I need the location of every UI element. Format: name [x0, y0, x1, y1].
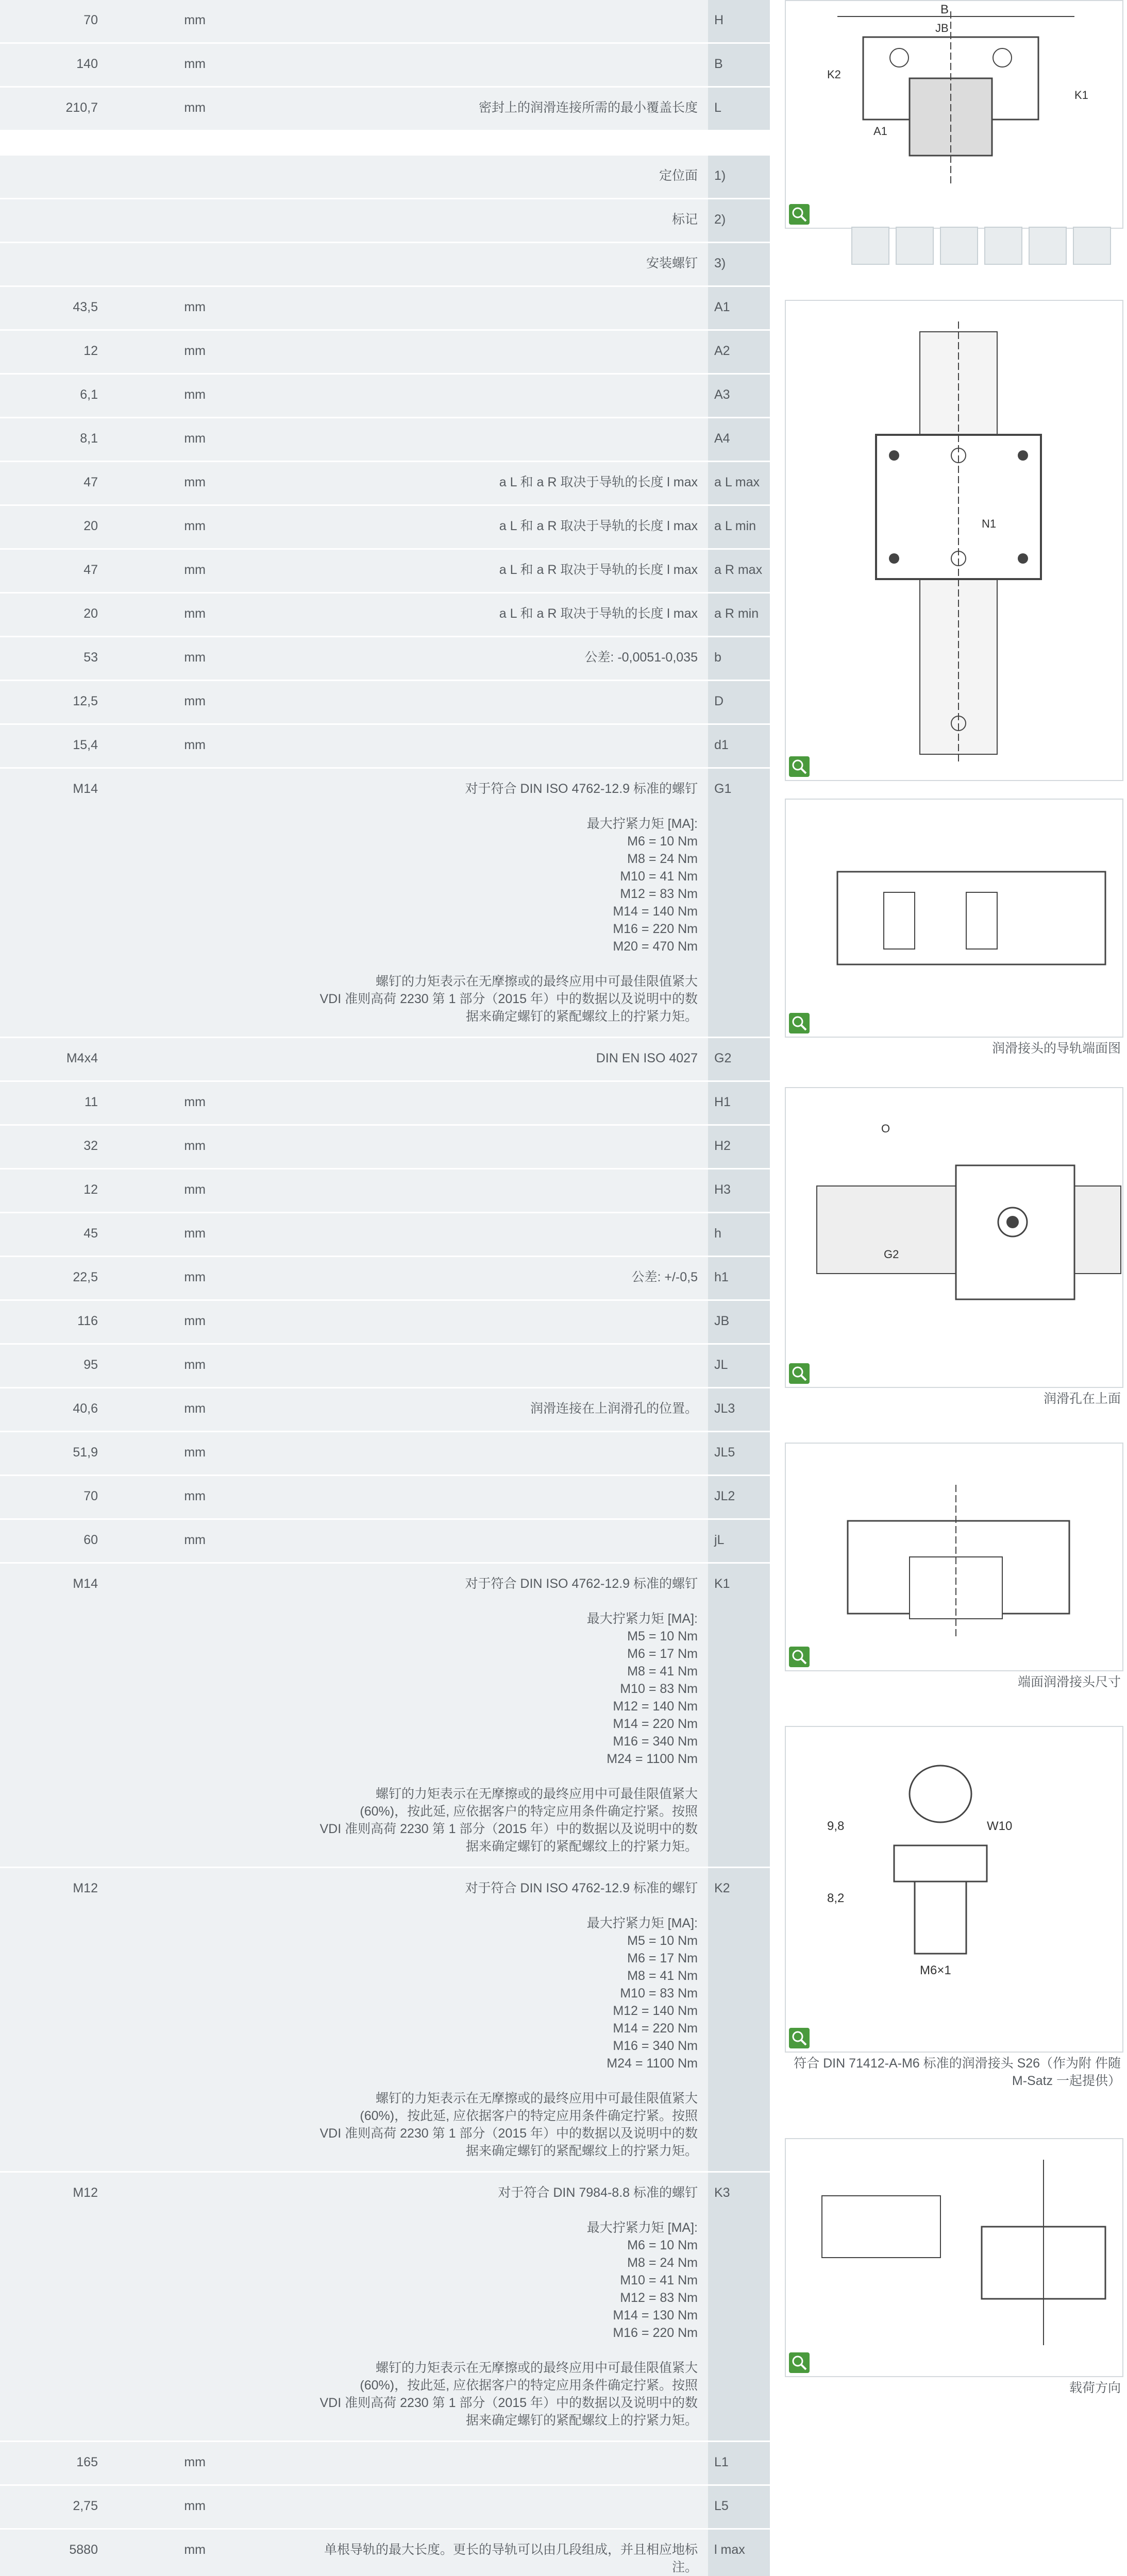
spec-row [0, 1345, 770, 1388]
spec-unit: mm [184, 475, 206, 489]
spec-unit: mm [184, 1489, 206, 1503]
spec-description: 对于符合 DIN ISO 4762-12.9 标准的螺钉 最大拧紧力矩 [MA]: M5 = 10 Nm M6 = 17 Nm M8 = 41 Nm M10 = 83 Nm M12 = 140 Nm M14 = 220 Nm M16 = 340 Nm M24 = 1100 Nm 螺钉的力矩表示在无摩擦或的最终应用中可最佳限值紧大 (60%)，按此延, 应依据客户的特定应用条件确定拧紧。按照 VDI 准则高荷 2230 第 1 部分（2015 年）中的数据以及说明中的数 据来确定螺钉的紧配螺纹上的拧紧力矩。 [319, 1881, 698, 2158]
row-label-band [708, 769, 770, 1037]
spec-row [0, 769, 770, 1038]
label-O: O [881, 1122, 890, 1135]
spec-value: 47 [83, 563, 98, 577]
spec-row [0, 1301, 770, 1345]
spec-description: 公差: +/-0,5 [631, 1270, 698, 1284]
spec-unit: mm [184, 1270, 206, 1284]
rail-end-drawing [786, 800, 1122, 1037]
spec-unit: mm [184, 2499, 206, 2513]
spec-row [0, 375, 770, 418]
spec-row [0, 418, 770, 462]
spec-symbol: H [714, 13, 724, 27]
spec-symbol: 2) [714, 212, 726, 227]
spec-value: M12 [73, 2185, 98, 2200]
spec-row [0, 2173, 770, 2442]
spec-symbol: JL2 [714, 1489, 735, 1503]
spec-symbol: B [714, 57, 723, 71]
spec-symbol: JL5 [714, 1445, 735, 1460]
spec-unit: mm [184, 2543, 206, 2557]
spec-row [0, 1170, 770, 1213]
spec-unit: mm [184, 1314, 206, 1328]
spec-symbol: JB [714, 1314, 730, 1328]
feature-icon [896, 227, 934, 265]
zoom-icon[interactable] [789, 756, 810, 777]
spec-symbol: a L min [714, 519, 756, 533]
spec-symbol: b [714, 650, 721, 665]
spec-unit: mm [184, 2455, 206, 2469]
end-lube-drawing [786, 1444, 1122, 1670]
spec-symbol: D [714, 694, 724, 708]
figure-end-lube-dims[interactable] [785, 1443, 1123, 1671]
lube-top-drawing [786, 1088, 1122, 1387]
spec-row [0, 243, 770, 287]
cross-section-drawing [786, 1, 1122, 228]
spec-value: 45 [83, 1226, 98, 1241]
figure-top-view[interactable] [785, 300, 1123, 781]
feature-icon [940, 227, 978, 265]
spec-row [0, 1564, 770, 1868]
spec-description: a L 和 a R 取决于导轨的长度 l max [499, 563, 698, 577]
spec-row [0, 637, 770, 681]
spec-value: 12,5 [73, 694, 98, 708]
spec-value: 20 [83, 606, 98, 621]
spec-value: 12 [83, 344, 98, 358]
spec-row [0, 2486, 770, 2530]
spec-symbol: L5 [714, 2499, 729, 2513]
spec-row [0, 594, 770, 637]
spec-unit: mm [184, 387, 206, 402]
spec-symbol: A2 [714, 344, 730, 358]
spec-symbol: H1 [714, 1095, 731, 1109]
zoom-icon[interactable] [789, 1013, 810, 1033]
spec-symbol: A4 [714, 431, 730, 446]
spec-row [0, 1868, 770, 2173]
spec-row [0, 88, 770, 131]
label-N1: N1 [982, 517, 997, 530]
spec-unit: mm [184, 694, 206, 708]
spec-symbol: a R max [714, 563, 763, 577]
row-label-band [708, 1868, 770, 2171]
spec-value: 22,5 [73, 1270, 98, 1284]
spec-description: 密封上的润滑连接所需的最小覆盖长度 [478, 100, 698, 115]
top-view-drawing [786, 301, 1122, 780]
spec-unit: mm [184, 1445, 206, 1460]
spec-value: 15,4 [73, 738, 98, 752]
figure-load-directions[interactable] [785, 2138, 1123, 2377]
spec-row [0, 2442, 770, 2486]
spec-symbol: h [714, 1226, 721, 1241]
spec-unit: mm [184, 100, 206, 115]
label-W10: W10 [987, 1819, 1013, 1833]
figure-lube-top[interactable] [785, 1087, 1123, 1388]
spec-symbol: a R min [714, 606, 759, 621]
spec-description: 公差: -0,0051-0,035 [584, 650, 698, 665]
spec-unit: mm [184, 57, 206, 71]
spec-row [0, 2530, 770, 2576]
spec-unit: mm [184, 650, 206, 665]
spec-symbol: 3) [714, 256, 726, 270]
feature-icon [851, 227, 889, 265]
spec-value: 95 [83, 1358, 98, 1372]
spec-value: 40,6 [73, 1401, 98, 1416]
zoom-icon[interactable] [789, 2028, 810, 2048]
spec-row [0, 1213, 770, 1257]
row-label-band [708, 1564, 770, 1867]
row-label-band [708, 2173, 770, 2441]
spec-symbol: K1 [714, 1577, 730, 1591]
spec-description: 对于符合 DIN ISO 4762-12.9 标准的螺钉 最大拧紧力矩 [MA]: M5 = 10 Nm M6 = 17 Nm M8 = 41 Nm M10 = 83 Nm M12 = 140 Nm M14 = 220 Nm M16 = 340 Nm M24 = 1100 Nm 螺钉的力矩表示在无摩擦或的最终应用中可最佳限值紧大 (60%)，按此延, 应依据客户的特定应用条件确定拧紧。按照 VDI 准则高荷 2230 第 1 部分（2015 年）中的数据以及说明中的数 据来确定螺钉的紧配螺纹上的拧紧力矩。 [319, 1577, 698, 1854]
main-spec-table [0, 156, 770, 2576]
spec-unit: mm [184, 1139, 206, 1153]
spec-symbol: jL [714, 1533, 725, 1547]
spec-symbol: L1 [714, 2455, 729, 2469]
spec-row [0, 287, 770, 331]
caption-load-directions: 载荷方向 [1069, 2381, 1121, 2395]
spec-value: M14 [73, 1577, 98, 1591]
spec-unit: mm [184, 1226, 206, 1241]
feature-icon-strip [845, 227, 1111, 268]
spec-unit: mm [184, 1095, 206, 1109]
spec-value: 70 [83, 13, 98, 27]
spec-description: 对于符合 DIN 7984-8.8 标准的螺钉 最大拧紧力矩 [MA]: M6 = 10 Nm M8 = 24 Nm M10 = 41 Nm M12 = 83 Nm M14 = 130 Nm M16 = 220 Nm 螺钉的力矩表示在无摩擦或的最终应用中可最佳限值紧大 (60%)，按此延, 应依据客户的特定应用条件确定拧紧。按照 VDI 准则高荷 2230 第 1 部分（2015 年）中的数据以及说明中的数 据来确定螺钉的紧配螺纹上的拧紧力矩。 [319, 2185, 698, 2428]
caption-lube-top: 润滑孔在上面 [1043, 1392, 1121, 1406]
spec-description: 安装螺钉 [646, 256, 698, 270]
spec-value: 6,1 [80, 387, 98, 402]
spec-symbol: H2 [714, 1139, 731, 1153]
spec-row [0, 44, 770, 88]
label-8-2: 8,2 [827, 1891, 845, 1905]
feature-icon [984, 227, 1022, 265]
figure-grease-nipple[interactable] [785, 1726, 1123, 2053]
spec-value: 11 [85, 1095, 98, 1109]
label-B: B [940, 3, 949, 16]
spec-unit: mm [184, 1533, 206, 1547]
spec-value: 2,75 [73, 2499, 98, 2513]
load-direction-drawing [786, 2139, 1122, 2376]
spec-symbol: a L max [714, 475, 760, 489]
spec-row [0, 1476, 770, 1520]
spec-row [0, 1520, 770, 1564]
spec-symbol: K2 [714, 1881, 730, 1895]
zoom-icon[interactable] [789, 204, 810, 225]
spec-description: 对于符合 DIN ISO 4762-12.9 标准的螺钉 最大拧紧力矩 [MA]: M6 = 10 Nm M8 = 24 Nm M10 = 41 Nm M12 = 83 Nm M14 = 140 Nm M16 = 220 Nm M20 = 470 Nm 螺钉的力矩表示在无摩擦或的最终应用中可最佳限值紧大 VDI 准则高荷 2230 第 1 部分（2015 年）中的数据以及说明中的数 据来确定螺钉的紧配螺纹上的拧紧力矩。 [319, 782, 698, 1024]
spec-description: 润滑连接在上润滑孔的位置。 [530, 1401, 698, 1416]
spec-row [0, 1432, 770, 1476]
spec-symbol: A3 [714, 387, 730, 402]
figure-cross-section[interactable] [785, 0, 1123, 229]
spec-symbol: d1 [714, 738, 729, 752]
grease-nipple-drawing [786, 1727, 1122, 2052]
spec-row [0, 1388, 770, 1432]
spec-row [0, 331, 770, 375]
spec-unit: mm [184, 300, 206, 314]
label-JB: JB [935, 22, 949, 35]
spec-value: 47 [83, 475, 98, 489]
spec-row [0, 1038, 770, 1082]
spec-symbol: K3 [714, 2185, 730, 2200]
spec-row [0, 681, 770, 725]
feature-icon [1073, 227, 1111, 265]
caption-rail-end: 润滑接头的导轨端面图 [991, 1041, 1121, 1056]
spec-row [0, 199, 770, 243]
spec-description: DIN EN ISO 4027 [596, 1051, 698, 1065]
label-A1: A1 [873, 125, 887, 138]
spec-row [0, 462, 770, 506]
label-K2: K2 [827, 68, 841, 81]
spec-row [0, 506, 770, 550]
spec-value: M14 [73, 782, 98, 796]
spec-symbol: 1) [714, 168, 726, 183]
spec-row [0, 0, 770, 44]
spec-value: 116 [77, 1314, 98, 1328]
label-K1: K1 [1074, 89, 1088, 101]
spec-value: M12 [73, 1881, 98, 1895]
spec-value: M4x4 [66, 1051, 98, 1065]
spec-unit: mm [184, 738, 206, 752]
spec-symbol: L [714, 100, 721, 115]
spec-value: 8,1 [80, 431, 98, 446]
spec-unit: mm [184, 563, 206, 577]
spec-description: a L 和 a R 取决于导轨的长度 l max [499, 475, 698, 489]
spec-value: 53 [83, 650, 98, 665]
spec-symbol: G1 [714, 782, 732, 796]
label-M6x1: M6×1 [920, 1963, 951, 1977]
spec-value: 51,9 [73, 1445, 98, 1460]
spec-value: 60 [83, 1533, 98, 1547]
label-G2: G2 [884, 1248, 899, 1261]
spec-value: 20 [83, 519, 98, 533]
zoom-icon[interactable] [789, 1363, 810, 1384]
figure-rail-end-view[interactable] [785, 799, 1123, 1038]
zoom-icon[interactable] [789, 2352, 810, 2373]
spec-symbol: JL3 [714, 1401, 735, 1416]
spec-symbol: H3 [714, 1182, 731, 1197]
spec-value: 32 [83, 1139, 98, 1153]
spec-value: 43,5 [73, 300, 98, 314]
spec-value: 210,7 [65, 100, 98, 115]
spec-symbol: JL [714, 1358, 728, 1372]
spec-description: 定位面 [659, 168, 698, 183]
zoom-icon[interactable] [789, 1647, 810, 1667]
spec-value: 5880 [69, 2543, 98, 2557]
spec-unit: mm [184, 431, 206, 446]
spec-row [0, 550, 770, 594]
spec-unit: mm [184, 519, 206, 533]
top-spec-table [0, 0, 770, 131]
spec-symbol: l max [714, 2543, 745, 2557]
spec-unit: mm [184, 606, 206, 621]
spec-description: a L 和 a R 取决于导轨的长度 l max [499, 606, 698, 621]
spec-value: 140 [76, 57, 98, 71]
label-9-8: 9,8 [827, 1819, 845, 1833]
spec-description: 标记 [671, 212, 698, 227]
spec-value: 165 [76, 2455, 98, 2469]
spec-row [0, 1126, 770, 1170]
feature-icon [1029, 227, 1067, 265]
spec-row [0, 1082, 770, 1126]
spec-unit: mm [184, 1182, 206, 1197]
spec-row [0, 1257, 770, 1301]
caption-grease-nipple: 符合 DIN 71412-A-M6 标准的润滑接头 S26（作为附 件随 M-Satz 一起提供） [794, 2056, 1121, 2088]
spec-symbol: A1 [714, 300, 730, 314]
spec-description: a L 和 a R 取决于导轨的长度 l max [499, 519, 698, 533]
caption-end-lube: 端面润滑接头尺寸 [1017, 1675, 1121, 1689]
spec-unit: mm [184, 344, 206, 358]
spec-unit: mm [184, 13, 206, 27]
spec-unit: mm [184, 1401, 206, 1416]
spec-value: 12 [83, 1182, 98, 1197]
spec-description: 单根导轨的最大长度。更长的导轨可以由几段组成，并且相应地标 注。 [324, 2543, 698, 2574]
spec-symbol: G2 [714, 1051, 732, 1065]
spec-row [0, 725, 770, 769]
spec-value: 70 [83, 1489, 98, 1503]
spec-row [0, 156, 770, 199]
spec-symbol: h1 [714, 1270, 729, 1284]
spec-unit: mm [184, 1358, 206, 1372]
